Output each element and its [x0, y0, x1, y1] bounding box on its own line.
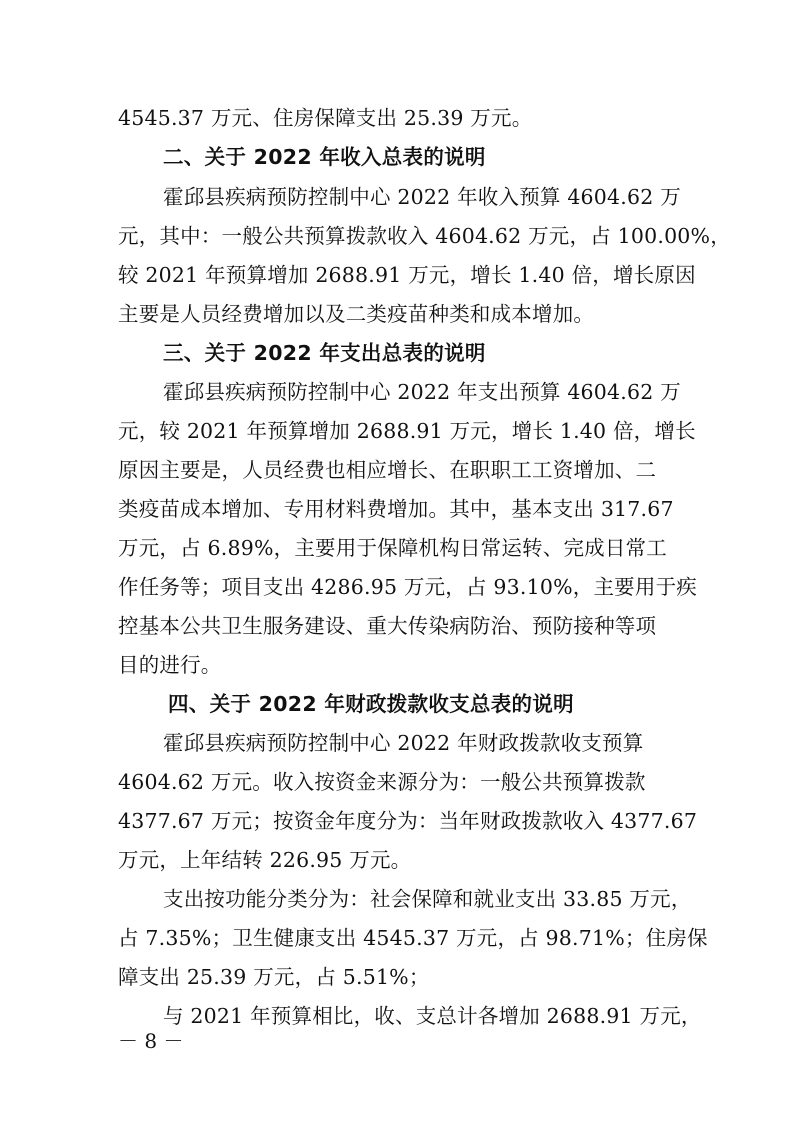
- section-heading-fiscal: 四、关于 2022 年财政拨款收支总表的说明: [168, 692, 574, 716]
- page-number: － 8 －: [118, 1029, 184, 1053]
- paragraph-line: 障支出 25.39 万元，占 5.51%；: [118, 965, 430, 989]
- paragraph-line: 较 2021 年预算增加 2688.91 万元，增长 1.40 倍，增长原因: [118, 263, 696, 287]
- section-heading-expenditure: 三、关于 2022 年支出总表的说明: [163, 341, 486, 365]
- paragraph-line: 4377.67 万元；按资金年度分为：当年财政拨款收入 4377.67: [118, 809, 698, 833]
- paragraph-line: 元，较 2021 年预算增加 2688.91 万元，增长 1.40 倍，增长: [118, 419, 696, 443]
- paragraph-line: 作任务等；项目支出 4286.95 万元，占 93.10%，主要用于疾: [118, 575, 697, 599]
- paragraph-line: 元，其中：一般公共预算拨款收入 4604.62 万元，占 100.00%，: [118, 224, 731, 248]
- paragraph-line: 霍邱县疾病预防控制中心 2022 年财政拨款收支预算: [163, 731, 644, 755]
- paragraph-line: 霍邱县疾病预防控制中心 2022 年支出预算 4604.62 万: [163, 380, 681, 404]
- section-heading-income: 二、关于 2022 年收入总表的说明: [163, 145, 486, 169]
- paragraph-line: 万元，上年结转 226.95 万元。: [118, 848, 412, 872]
- paragraph-line: 与 2021 年预算相比，收、支总计各增加 2688.91 万元，: [163, 1004, 702, 1028]
- paragraph-line: 目的进行。: [118, 653, 222, 677]
- paragraph-line: 原因主要是，人员经费也相应增长、在职职工工资增加、二: [118, 458, 657, 482]
- paragraph-line: 主要是人员经费增加以及二类疫苗种类和成本增加。: [118, 302, 595, 326]
- paragraph-line: 4604.62 万元。收入按资金来源分为：一般公共预算拨款: [118, 770, 646, 794]
- paragraph-line: 霍邱县疾病预防控制中心 2022 年收入预算 4604.62 万: [163, 185, 681, 209]
- paragraph-line: 类疫苗成本增加、专用材料费增加。其中，基本支出 317.67: [118, 497, 674, 521]
- paragraph-line: 支出按功能分类分为：社会保障和就业支出 33.85 万元，: [163, 887, 692, 911]
- paragraph-line: 万元，占 6.89%，主要用于保障机构日常运转、完成日常工: [118, 536, 667, 560]
- paragraph-line: 控基本公共卫生服务建设、重大传染病防治、预防接种等项: [118, 614, 657, 638]
- paragraph-line: 占 7.35%；卫生健康支出 4545.37 万元，占 98.71%；住房保: [118, 926, 708, 950]
- paragraph-continuation: 4545.37 万元、住房保障支出 25.39 万元。: [118, 106, 533, 130]
